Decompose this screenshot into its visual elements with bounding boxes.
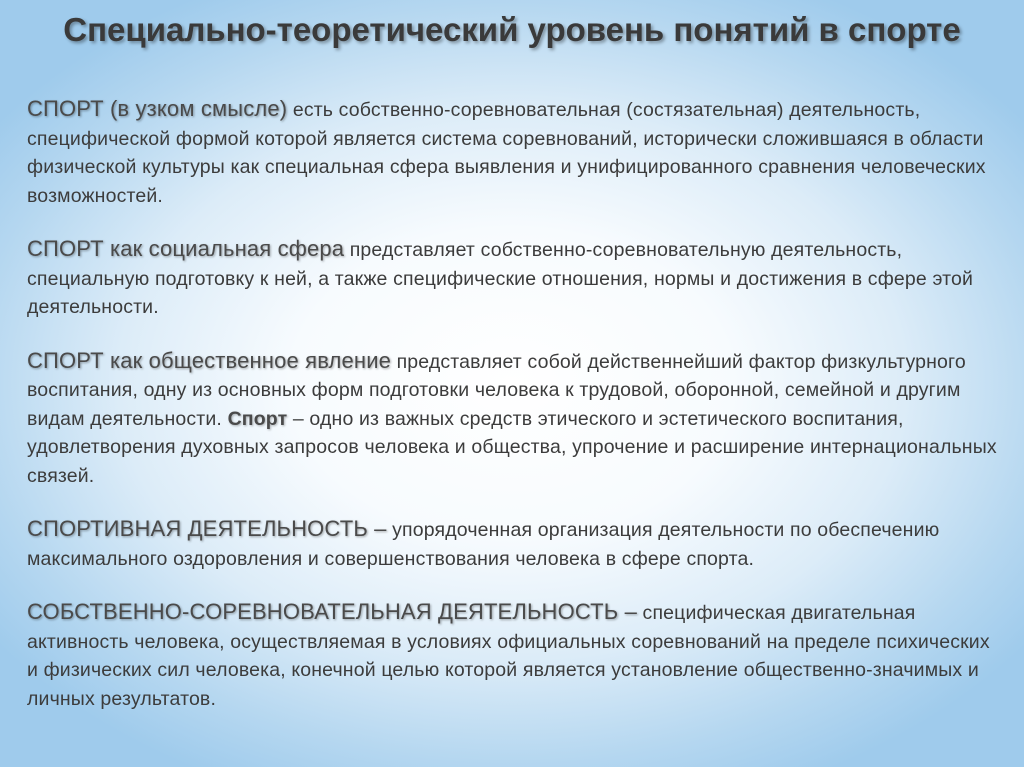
definition-sport-public-phenomenon: представляет собой действеннейший фактор физкультурного воспитания, одну из основных форм подготовки человека к трудовой, оборонной, семейной и другим видам деятельности. <box>27 350 966 430</box>
paragraph-sport-public-phenomenon <box>27 347 1002 491</box>
slide-body <box>27 95 1002 738</box>
paragraph-sport-social-sphere <box>27 235 1002 322</box>
definition-sport-social-sphere: представляет собственно-соревновательную деятельность, специальную подготовку к ней, а также специфические отношения, нормы и достижения в сфере этой деятельности. <box>27 239 974 318</box>
term-sport-public-phenomenon: СПОРТ как общественное явление <box>27 347 392 373</box>
term-sport-social-sphere: СПОРТ как социальная сфера <box>27 236 345 261</box>
term-sport-activity: СПОРТИВНАЯ ДЕЯТЕЛЬНОСТЬ – <box>27 516 387 541</box>
definition-sport-narrow: есть собственно-соревновательная (состязательная) деятельность, специфической формой которой является система соревнований, исторически сложившаяся в области физической культуры как специальная сфера выявления и унифицированного сравнения человеческих возможностей. <box>27 99 986 207</box>
term-competitive-activity: СОБСТВЕННО-СОРЕВНОВАТЕЛЬНАЯ ДЕЯТЕЛЬНОСТЬ – <box>27 599 637 624</box>
definition-competitive-activity: специфическая двигательная активность человека, осуществляемая в условиях официальных соревнований на пределе психических и физических сил человека, конечной целью которой является установление общественно-значимых и личных результатов. <box>27 602 990 710</box>
paragraph-competitive-activity <box>27 598 1002 713</box>
definition-sport-activity: упорядоченная организация деятельности по обеспечению максимального оздоровления и совершенствования человека в сфере спорта. <box>27 519 940 570</box>
definition-sport-inline: – одно из важных средств этического и эстетического воспитания, удовлетворения духовных запросов человека и общества, упрочение и расширение интернациональных связей. <box>27 407 997 487</box>
term-sport-narrow: СПОРТ (в узком смысле) <box>27 96 288 121</box>
paragraph-sport-activity <box>27 515 1002 573</box>
slide-title: Специально-теоретический уровень понятий в спорте <box>63 11 961 48</box>
paragraph-sport-narrow <box>27 95 1002 210</box>
term-sport-inline: Спорт <box>227 407 288 430</box>
